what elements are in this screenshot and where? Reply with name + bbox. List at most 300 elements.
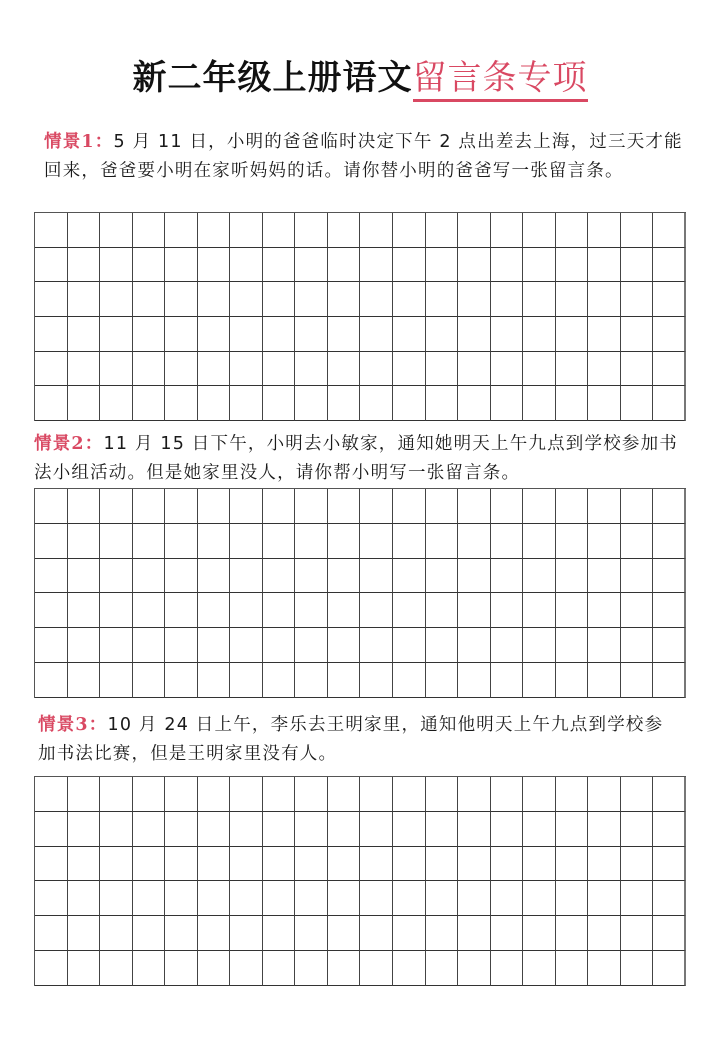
- grid-cell[interactable]: [588, 881, 621, 916]
- grid-cell[interactable]: [100, 213, 133, 248]
- grid-cell[interactable]: [653, 386, 686, 421]
- grid-cell[interactable]: [230, 881, 263, 916]
- grid-cell[interactable]: [35, 593, 68, 628]
- grid-cell[interactable]: [360, 213, 393, 248]
- grid-cell[interactable]: [621, 812, 654, 847]
- grid-cell[interactable]: [100, 777, 133, 812]
- grid-cell[interactable]: [133, 663, 166, 698]
- grid-cell[interactable]: [556, 489, 589, 524]
- grid-cell[interactable]: [263, 847, 296, 882]
- grid-cell[interactable]: [230, 524, 263, 559]
- grid-cell[interactable]: [556, 352, 589, 387]
- grid-cell[interactable]: [35, 628, 68, 663]
- grid-cell[interactable]: [621, 213, 654, 248]
- grid-cell[interactable]: [588, 489, 621, 524]
- grid-cell[interactable]: [588, 213, 621, 248]
- grid-cell[interactable]: [588, 282, 621, 317]
- grid-cell[interactable]: [35, 248, 68, 283]
- grid-cell[interactable]: [621, 352, 654, 387]
- grid-cell[interactable]: [360, 524, 393, 559]
- grid-cell[interactable]: [653, 628, 686, 663]
- grid-cell[interactable]: [360, 248, 393, 283]
- grid-cell[interactable]: [68, 282, 101, 317]
- writing-grid-1[interactable]: [34, 212, 686, 421]
- grid-cell[interactable]: [133, 489, 166, 524]
- grid-cell[interactable]: [328, 916, 361, 951]
- grid-cell[interactable]: [621, 593, 654, 628]
- grid-cell[interactable]: [458, 282, 491, 317]
- grid-cell[interactable]: [198, 524, 231, 559]
- grid-cell[interactable]: [133, 386, 166, 421]
- grid-cell[interactable]: [263, 213, 296, 248]
- grid-cell[interactable]: [68, 248, 101, 283]
- grid-cell[interactable]: [100, 593, 133, 628]
- grid-cell[interactable]: [523, 524, 556, 559]
- grid-cell[interactable]: [328, 248, 361, 283]
- grid-cell[interactable]: [35, 524, 68, 559]
- grid-cell[interactable]: [165, 282, 198, 317]
- grid-cell[interactable]: [393, 593, 426, 628]
- grid-cell[interactable]: [556, 213, 589, 248]
- grid-cell[interactable]: [198, 628, 231, 663]
- grid-cell[interactable]: [523, 847, 556, 882]
- grid-cell[interactable]: [165, 489, 198, 524]
- grid-cell[interactable]: [393, 881, 426, 916]
- grid-cell[interactable]: [588, 847, 621, 882]
- grid-cell[interactable]: [198, 386, 231, 421]
- grid-cell[interactable]: [100, 881, 133, 916]
- grid-cell[interactable]: [133, 812, 166, 847]
- grid-cell[interactable]: [68, 628, 101, 663]
- grid-cell[interactable]: [198, 847, 231, 882]
- grid-cell[interactable]: [100, 847, 133, 882]
- grid-cell[interactable]: [133, 916, 166, 951]
- writing-grid-3[interactable]: [34, 776, 686, 986]
- grid-cell[interactable]: [230, 628, 263, 663]
- grid-cell[interactable]: [295, 352, 328, 387]
- grid-cell[interactable]: [426, 881, 459, 916]
- grid-cell[interactable]: [328, 881, 361, 916]
- grid-cell[interactable]: [198, 881, 231, 916]
- grid-cell[interactable]: [328, 951, 361, 986]
- grid-cell[interactable]: [230, 317, 263, 352]
- grid-cell[interactable]: [35, 881, 68, 916]
- grid-cell[interactable]: [458, 386, 491, 421]
- grid-cell[interactable]: [165, 386, 198, 421]
- grid-cell[interactable]: [556, 559, 589, 594]
- grid-cell[interactable]: [295, 524, 328, 559]
- grid-cell[interactable]: [68, 951, 101, 986]
- grid-cell[interactable]: [295, 951, 328, 986]
- grid-cell[interactable]: [133, 282, 166, 317]
- grid-cell[interactable]: [523, 812, 556, 847]
- grid-cell[interactable]: [230, 812, 263, 847]
- grid-cell[interactable]: [458, 352, 491, 387]
- grid-cell[interactable]: [360, 317, 393, 352]
- grid-cell[interactable]: [360, 282, 393, 317]
- grid-cell[interactable]: [100, 812, 133, 847]
- grid-cell[interactable]: [588, 386, 621, 421]
- grid-cell[interactable]: [556, 777, 589, 812]
- grid-cell[interactable]: [263, 812, 296, 847]
- grid-cell[interactable]: [523, 352, 556, 387]
- grid-cell[interactable]: [230, 386, 263, 421]
- grid-cell[interactable]: [133, 593, 166, 628]
- grid-cell[interactable]: [100, 317, 133, 352]
- grid-cell[interactable]: [68, 489, 101, 524]
- grid-cell[interactable]: [556, 386, 589, 421]
- grid-cell[interactable]: [165, 352, 198, 387]
- grid-cell[interactable]: [263, 386, 296, 421]
- grid-cell[interactable]: [458, 812, 491, 847]
- grid-cell[interactable]: [621, 951, 654, 986]
- grid-cell[interactable]: [360, 881, 393, 916]
- grid-cell[interactable]: [523, 881, 556, 916]
- grid-cell[interactable]: [263, 282, 296, 317]
- grid-cell[interactable]: [458, 916, 491, 951]
- grid-cell[interactable]: [295, 248, 328, 283]
- grid-cell[interactable]: [393, 628, 426, 663]
- grid-cell[interactable]: [556, 812, 589, 847]
- grid-cell[interactable]: [458, 663, 491, 698]
- grid-cell[interactable]: [165, 593, 198, 628]
- grid-cell[interactable]: [491, 663, 524, 698]
- grid-cell[interactable]: [621, 916, 654, 951]
- grid-cell[interactable]: [68, 812, 101, 847]
- grid-cell[interactable]: [133, 777, 166, 812]
- grid-cell[interactable]: [198, 812, 231, 847]
- grid-cell[interactable]: [426, 812, 459, 847]
- grid-cell[interactable]: [100, 628, 133, 663]
- grid-cell[interactable]: [426, 248, 459, 283]
- grid-cell[interactable]: [133, 559, 166, 594]
- grid-cell[interactable]: [35, 213, 68, 248]
- grid-cell[interactable]: [426, 489, 459, 524]
- grid-cell[interactable]: [295, 628, 328, 663]
- grid-cell[interactable]: [621, 559, 654, 594]
- grid-cell[interactable]: [458, 847, 491, 882]
- grid-cell[interactable]: [653, 213, 686, 248]
- grid-cell[interactable]: [133, 881, 166, 916]
- grid-cell[interactable]: [458, 248, 491, 283]
- grid-cell[interactable]: [491, 951, 524, 986]
- grid-cell[interactable]: [588, 593, 621, 628]
- grid-cell[interactable]: [165, 628, 198, 663]
- grid-cell[interactable]: [263, 317, 296, 352]
- grid-cell[interactable]: [35, 916, 68, 951]
- grid-cell[interactable]: [35, 777, 68, 812]
- grid-cell[interactable]: [393, 282, 426, 317]
- grid-cell[interactable]: [588, 777, 621, 812]
- grid-cell[interactable]: [295, 593, 328, 628]
- grid-cell[interactable]: [458, 951, 491, 986]
- grid-cell[interactable]: [68, 881, 101, 916]
- grid-cell[interactable]: [556, 916, 589, 951]
- grid-cell[interactable]: [426, 777, 459, 812]
- grid-cell[interactable]: [491, 881, 524, 916]
- grid-cell[interactable]: [458, 559, 491, 594]
- grid-cell[interactable]: [230, 951, 263, 986]
- grid-cell[interactable]: [295, 881, 328, 916]
- grid-cell[interactable]: [458, 213, 491, 248]
- grid-cell[interactable]: [230, 593, 263, 628]
- grid-cell[interactable]: [230, 777, 263, 812]
- grid-cell[interactable]: [621, 317, 654, 352]
- grid-cell[interactable]: [68, 847, 101, 882]
- grid-cell[interactable]: [295, 489, 328, 524]
- grid-cell[interactable]: [198, 489, 231, 524]
- grid-cell[interactable]: [35, 951, 68, 986]
- grid-cell[interactable]: [491, 777, 524, 812]
- grid-cell[interactable]: [133, 352, 166, 387]
- grid-cell[interactable]: [556, 524, 589, 559]
- grid-cell[interactable]: [165, 847, 198, 882]
- grid-cell[interactable]: [230, 663, 263, 698]
- grid-cell[interactable]: [198, 317, 231, 352]
- grid-cell[interactable]: [653, 524, 686, 559]
- grid-cell[interactable]: [426, 317, 459, 352]
- grid-cell[interactable]: [295, 282, 328, 317]
- grid-cell[interactable]: [426, 916, 459, 951]
- grid-cell[interactable]: [165, 916, 198, 951]
- grid-cell[interactable]: [360, 916, 393, 951]
- grid-cell[interactable]: [328, 812, 361, 847]
- grid-cell[interactable]: [621, 881, 654, 916]
- grid-cell[interactable]: [230, 916, 263, 951]
- grid-cell[interactable]: [133, 248, 166, 283]
- grid-cell[interactable]: [426, 282, 459, 317]
- grid-cell[interactable]: [393, 248, 426, 283]
- grid-cell[interactable]: [653, 248, 686, 283]
- grid-cell[interactable]: [588, 628, 621, 663]
- grid-cell[interactable]: [653, 663, 686, 698]
- grid-cell[interactable]: [491, 213, 524, 248]
- grid-cell[interactable]: [100, 663, 133, 698]
- grid-cell[interactable]: [100, 282, 133, 317]
- grid-cell[interactable]: [523, 663, 556, 698]
- grid-cell[interactable]: [198, 248, 231, 283]
- grid-cell[interactable]: [165, 881, 198, 916]
- grid-cell[interactable]: [393, 847, 426, 882]
- grid-cell[interactable]: [491, 847, 524, 882]
- grid-cell[interactable]: [523, 282, 556, 317]
- grid-cell[interactable]: [35, 282, 68, 317]
- grid-cell[interactable]: [588, 663, 621, 698]
- grid-cell[interactable]: [68, 916, 101, 951]
- grid-cell[interactable]: [556, 951, 589, 986]
- grid-cell[interactable]: [100, 489, 133, 524]
- grid-cell[interactable]: [588, 524, 621, 559]
- grid-cell[interactable]: [230, 352, 263, 387]
- grid-cell[interactable]: [263, 628, 296, 663]
- grid-cell[interactable]: [621, 386, 654, 421]
- grid-cell[interactable]: [35, 559, 68, 594]
- grid-cell[interactable]: [426, 663, 459, 698]
- grid-cell[interactable]: [426, 352, 459, 387]
- grid-cell[interactable]: [360, 593, 393, 628]
- grid-cell[interactable]: [198, 777, 231, 812]
- grid-cell[interactable]: [328, 317, 361, 352]
- grid-cell[interactable]: [68, 386, 101, 421]
- grid-cell[interactable]: [198, 352, 231, 387]
- grid-cell[interactable]: [295, 213, 328, 248]
- grid-cell[interactable]: [295, 386, 328, 421]
- grid-cell[interactable]: [588, 352, 621, 387]
- grid-cell[interactable]: [360, 559, 393, 594]
- grid-cell[interactable]: [491, 916, 524, 951]
- grid-cell[interactable]: [653, 777, 686, 812]
- grid-cell[interactable]: [165, 559, 198, 594]
- grid-cell[interactable]: [295, 916, 328, 951]
- grid-cell[interactable]: [523, 317, 556, 352]
- grid-cell[interactable]: [360, 663, 393, 698]
- grid-cell[interactable]: [393, 559, 426, 594]
- grid-cell[interactable]: [621, 489, 654, 524]
- grid-cell[interactable]: [230, 248, 263, 283]
- grid-cell[interactable]: [426, 628, 459, 663]
- grid-cell[interactable]: [100, 559, 133, 594]
- grid-cell[interactable]: [328, 213, 361, 248]
- grid-cell[interactable]: [100, 524, 133, 559]
- grid-cell[interactable]: [328, 777, 361, 812]
- grid-cell[interactable]: [621, 282, 654, 317]
- grid-cell[interactable]: [263, 248, 296, 283]
- grid-cell[interactable]: [393, 524, 426, 559]
- grid-cell[interactable]: [263, 593, 296, 628]
- grid-cell[interactable]: [165, 317, 198, 352]
- grid-cell[interactable]: [295, 847, 328, 882]
- grid-cell[interactable]: [35, 812, 68, 847]
- grid-cell[interactable]: [491, 628, 524, 663]
- grid-cell[interactable]: [491, 593, 524, 628]
- grid-cell[interactable]: [360, 951, 393, 986]
- grid-cell[interactable]: [491, 248, 524, 283]
- grid-cell[interactable]: [68, 559, 101, 594]
- grid-cell[interactable]: [165, 812, 198, 847]
- grid-cell[interactable]: [295, 663, 328, 698]
- grid-cell[interactable]: [393, 489, 426, 524]
- grid-cell[interactable]: [523, 916, 556, 951]
- grid-cell[interactable]: [556, 282, 589, 317]
- grid-cell[interactable]: [621, 663, 654, 698]
- grid-cell[interactable]: [621, 524, 654, 559]
- grid-cell[interactable]: [426, 951, 459, 986]
- grid-cell[interactable]: [35, 386, 68, 421]
- grid-cell[interactable]: [295, 559, 328, 594]
- grid-cell[interactable]: [653, 559, 686, 594]
- grid-cell[interactable]: [653, 847, 686, 882]
- grid-cell[interactable]: [198, 282, 231, 317]
- grid-cell[interactable]: [328, 386, 361, 421]
- grid-cell[interactable]: [165, 524, 198, 559]
- grid-cell[interactable]: [556, 628, 589, 663]
- grid-cell[interactable]: [458, 628, 491, 663]
- grid-cell[interactable]: [263, 352, 296, 387]
- grid-cell[interactable]: [426, 386, 459, 421]
- grid-cell[interactable]: [556, 593, 589, 628]
- grid-cell[interactable]: [393, 317, 426, 352]
- grid-cell[interactable]: [165, 951, 198, 986]
- grid-cell[interactable]: [295, 812, 328, 847]
- grid-cell[interactable]: [165, 248, 198, 283]
- grid-cell[interactable]: [393, 213, 426, 248]
- grid-cell[interactable]: [393, 777, 426, 812]
- grid-cell[interactable]: [393, 916, 426, 951]
- grid-cell[interactable]: [100, 386, 133, 421]
- grid-cell[interactable]: [393, 663, 426, 698]
- grid-cell[interactable]: [491, 352, 524, 387]
- grid-cell[interactable]: [328, 628, 361, 663]
- grid-cell[interactable]: [523, 248, 556, 283]
- grid-cell[interactable]: [165, 777, 198, 812]
- grid-cell[interactable]: [198, 593, 231, 628]
- grid-cell[interactable]: [523, 386, 556, 421]
- grid-cell[interactable]: [230, 213, 263, 248]
- grid-cell[interactable]: [133, 524, 166, 559]
- grid-cell[interactable]: [458, 317, 491, 352]
- grid-cell[interactable]: [653, 489, 686, 524]
- grid-cell[interactable]: [491, 524, 524, 559]
- grid-cell[interactable]: [458, 593, 491, 628]
- grid-cell[interactable]: [458, 489, 491, 524]
- grid-cell[interactable]: [35, 663, 68, 698]
- grid-cell[interactable]: [588, 317, 621, 352]
- grid-cell[interactable]: [556, 317, 589, 352]
- grid-cell[interactable]: [458, 524, 491, 559]
- grid-cell[interactable]: [523, 213, 556, 248]
- grid-cell[interactable]: [556, 847, 589, 882]
- grid-cell[interactable]: [35, 489, 68, 524]
- grid-cell[interactable]: [328, 847, 361, 882]
- grid-cell[interactable]: [426, 524, 459, 559]
- grid-cell[interactable]: [523, 777, 556, 812]
- grid-cell[interactable]: [491, 489, 524, 524]
- grid-cell[interactable]: [621, 628, 654, 663]
- grid-cell[interactable]: [198, 663, 231, 698]
- grid-cell[interactable]: [68, 524, 101, 559]
- grid-cell[interactable]: [263, 663, 296, 698]
- grid-cell[interactable]: [328, 282, 361, 317]
- grid-cell[interactable]: [230, 489, 263, 524]
- grid-cell[interactable]: [100, 248, 133, 283]
- grid-cell[interactable]: [263, 559, 296, 594]
- grid-cell[interactable]: [35, 847, 68, 882]
- grid-cell[interactable]: [328, 524, 361, 559]
- grid-cell[interactable]: [588, 916, 621, 951]
- grid-cell[interactable]: [360, 777, 393, 812]
- grid-cell[interactable]: [328, 559, 361, 594]
- grid-cell[interactable]: [263, 777, 296, 812]
- grid-cell[interactable]: [35, 352, 68, 387]
- writing-grid-2[interactable]: [34, 488, 686, 698]
- grid-cell[interactable]: [360, 628, 393, 663]
- grid-cell[interactable]: [491, 282, 524, 317]
- grid-cell[interactable]: [198, 213, 231, 248]
- grid-cell[interactable]: [523, 628, 556, 663]
- grid-cell[interactable]: [328, 489, 361, 524]
- grid-cell[interactable]: [165, 663, 198, 698]
- grid-cell[interactable]: [653, 352, 686, 387]
- grid-cell[interactable]: [133, 628, 166, 663]
- grid-cell[interactable]: [491, 812, 524, 847]
- grid-cell[interactable]: [328, 593, 361, 628]
- grid-cell[interactable]: [426, 847, 459, 882]
- grid-cell[interactable]: [230, 282, 263, 317]
- grid-cell[interactable]: [393, 812, 426, 847]
- grid-cell[interactable]: [230, 847, 263, 882]
- grid-cell[interactable]: [588, 951, 621, 986]
- grid-cell[interactable]: [588, 812, 621, 847]
